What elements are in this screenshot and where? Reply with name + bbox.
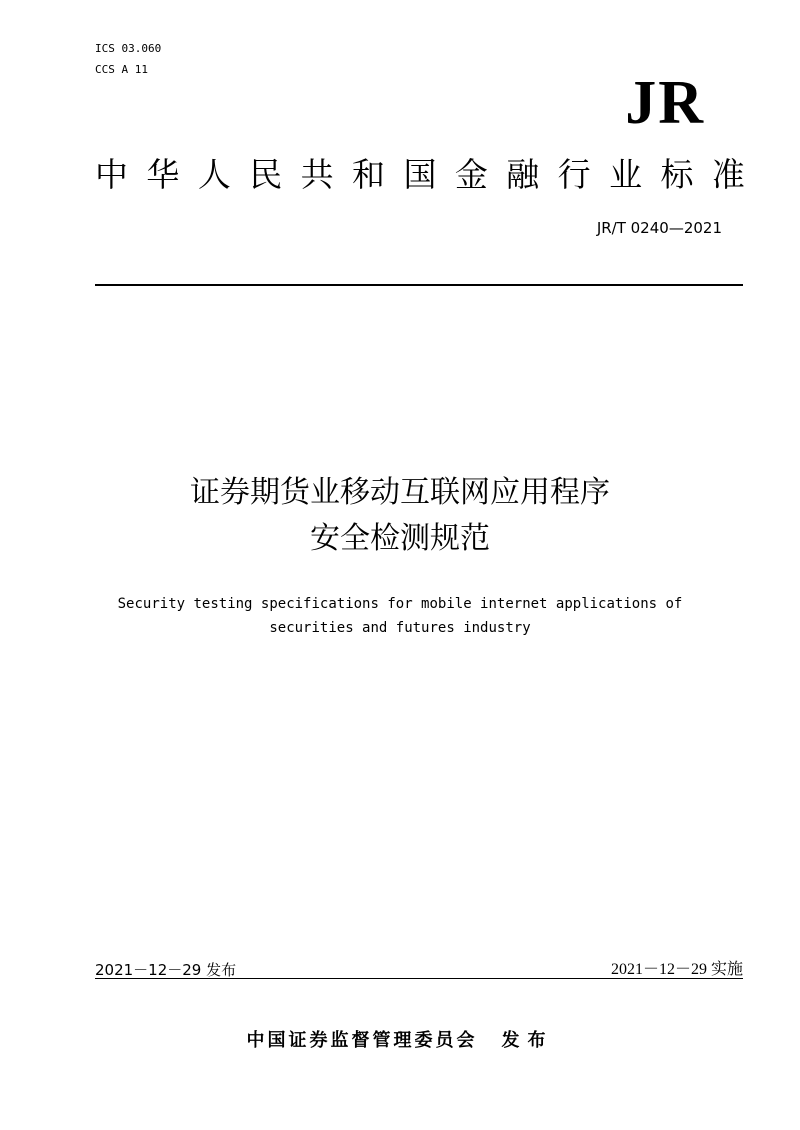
jr-logo: JR xyxy=(625,69,705,137)
chinese-title-line-1: 证券期货业移动互联网应用程序 xyxy=(190,475,610,510)
standard-type-char: 人 xyxy=(197,155,231,194)
issue-date: 2021－12－29 发布 xyxy=(95,961,237,979)
english-title-line-2: securities and futures industry xyxy=(269,620,531,636)
implementation-date: 2021－12－29 实施 xyxy=(610,961,743,978)
standard-type-char: 准 xyxy=(711,155,745,194)
publisher-verb: 发布 xyxy=(501,1030,554,1051)
top-divider xyxy=(95,284,743,286)
publisher-name: 中国证券监督管理委员会 xyxy=(246,1030,478,1051)
publisher-line xyxy=(0,1028,800,1054)
standard-code: JR/T 0240—2021 xyxy=(596,219,722,237)
standard-type-char: 金 xyxy=(454,155,488,194)
standard-type-char: 行 xyxy=(557,155,591,194)
standard-type-char: 华 xyxy=(146,155,180,194)
standard-type-heading xyxy=(95,155,745,195)
standard-type-char: 民 xyxy=(249,155,283,194)
english-title xyxy=(60,592,740,640)
standard-type-char: 标 xyxy=(660,155,694,194)
ccs-code: CCS A 11 xyxy=(95,63,148,76)
chinese-title xyxy=(0,470,800,562)
bottom-divider xyxy=(95,978,743,979)
standard-type-char: 业 xyxy=(609,155,643,194)
standard-type-char: 中 xyxy=(95,155,128,194)
standard-type-char: 共 xyxy=(300,155,334,194)
standard-type-char: 国 xyxy=(403,155,437,194)
standard-type-char: 融 xyxy=(506,155,540,194)
standard-type-char: 和 xyxy=(352,155,386,194)
english-title-line-1: Security testing specifications for mobile internet applications of xyxy=(117,596,683,612)
ics-code: ICS 03.060 xyxy=(95,42,162,55)
chinese-title-line-2: 安全检测规范 xyxy=(310,521,490,556)
